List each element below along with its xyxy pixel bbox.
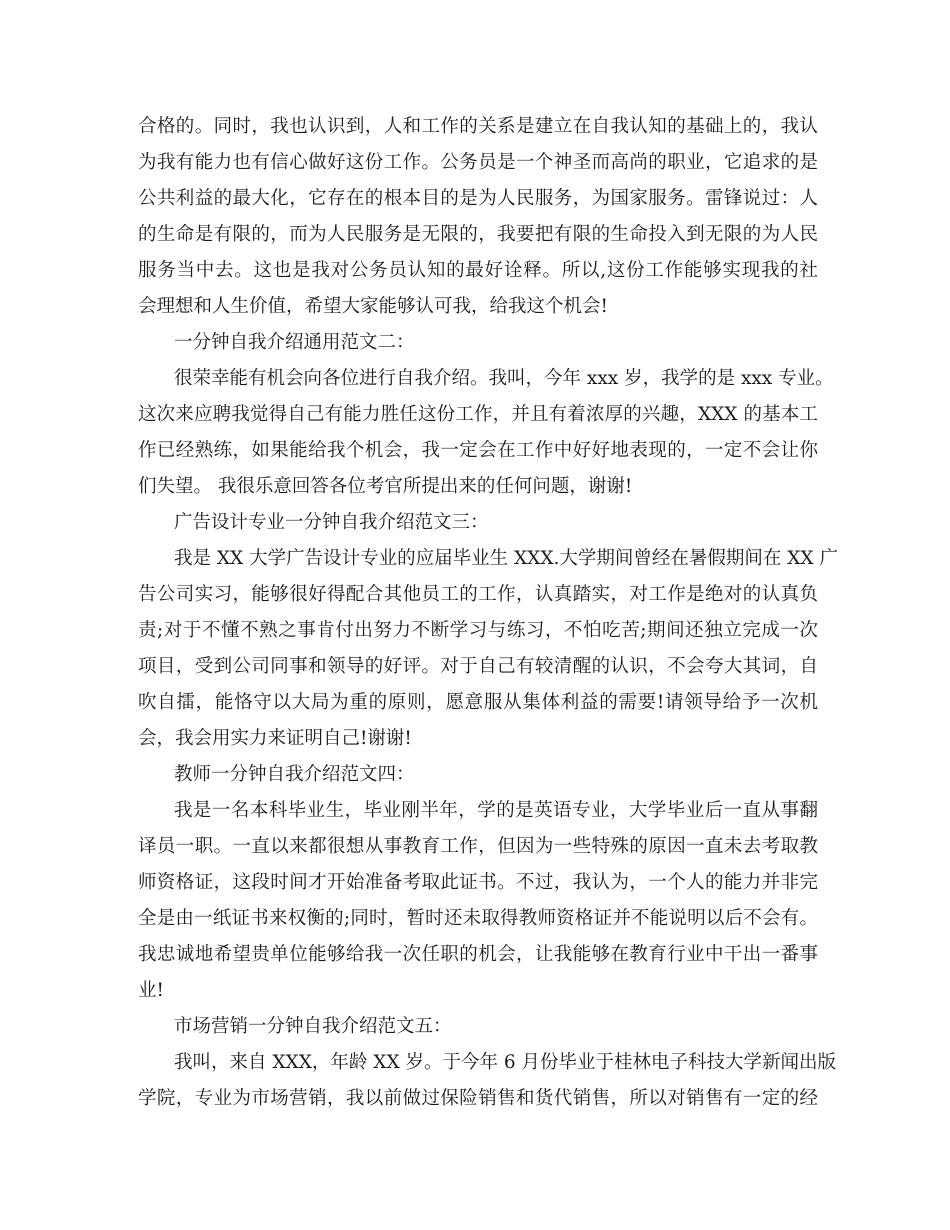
body-text-line: 责;对于不懂不熟之事肯付出努力不断学习与练习，不怕吃苦;期间还独立完成一次 bbox=[138, 620, 818, 641]
body-text-line: 服务当中去。这也是我对公务员认知的最好诠释。所以,这份工作能够实现我的社 bbox=[138, 260, 818, 281]
body-text-line: 业! bbox=[138, 980, 164, 1001]
body-text-line: 为我有能力也有信心做好这份工作。公务员是一个神圣而高尚的职业，它追求的是 bbox=[138, 152, 818, 173]
body-text-line: 会，我会用实力来证明自己!谢谢! bbox=[138, 728, 412, 749]
body-text-line: 项目，受到公司同事和领导的好评。对于自己有较清醒的认识，不会夸大其词，自 bbox=[138, 656, 818, 677]
body-text-line: 作已经熟练，如果能给我个机会，我一定会在工作中好好地表现的，一定不会让你 bbox=[138, 440, 818, 461]
body-text-line: 们失望。 我很乐意回答各位考官所提出来的任何问题，谢谢! bbox=[138, 476, 633, 497]
section-heading: 一分钟自我介绍通用范文二： bbox=[174, 332, 415, 353]
body-text-line: 这次来应聘我觉得自己有能力胜任这份工作，并且有着浓厚的兴趣，XXX 的基本工 bbox=[138, 404, 818, 425]
body-text-line: 会理想和人生价值，希望大家能够认可我，给我这个机会! bbox=[138, 296, 608, 317]
body-text-line: 我叫，来自 XXX，年龄 XX 岁。于今年 6 月份毕业于桂林电子科技大学新闻出版 bbox=[174, 1052, 837, 1073]
section-heading: 市场营销一分钟自我介绍范文五： bbox=[174, 1016, 452, 1037]
body-text-line: 我是一名本科毕业生，毕业刚半年，学的是英语专业，大学毕业后一直从事翻 bbox=[174, 800, 818, 821]
section-heading: 教师一分钟自我介绍范文四： bbox=[174, 764, 415, 785]
body-text-line: 告公司实习，能够很好得配合其他员工的工作，认真踏实，对工作是绝对的认真负 bbox=[138, 584, 818, 605]
body-text-line: 的生命是有限的，而为人民服务是无限的，我要把有限的生命投入到无限的为人民 bbox=[138, 224, 818, 245]
body-text-line: 我忠诚地希望贵单位能够给我一次任职的机会，让我能够在教育行业中干出一番事 bbox=[138, 944, 818, 965]
body-text-line: 很荣幸能有机会向各位进行自我介绍。我叫，今年 xxx 岁，我学的是 xxx 专业。 bbox=[174, 368, 834, 389]
body-text-line: 我是 XX 大学广告设计专业的应届毕业生 XXX.大学期间曾经在暑假期间在 XX 广 bbox=[174, 548, 838, 569]
section-heading: 广告设计专业一分钟自我介绍范文三： bbox=[174, 512, 489, 533]
body-text-line: 学院，专业为市场营销，我以前做过保险销售和货代销售，所以对销售有一定的经 bbox=[138, 1088, 818, 1109]
body-text-line: 译员一职。一直以来都很想从事教育工作，但因为一些特殊的原因一直未去考取教 bbox=[138, 836, 818, 857]
body-text-line: 吹自擂，能恪守以大局为重的原则，愿意服从集体利益的需要!请领导给予一次机 bbox=[138, 692, 818, 713]
body-text-line: 合格的。同时，我也认识到，人和工作的关系是建立在自我认知的基础上的，我认 bbox=[138, 116, 818, 137]
body-text-line: 公共利益的最大化，它存在的根本目的是为人民服务，为国家服务。雷锋说过：人 bbox=[138, 188, 818, 209]
body-text-line: 师资格证，这段时间才开始准备考取此证书。不过，我认为，一个人的能力并非完 bbox=[138, 872, 818, 893]
body-text-line: 全是由一纸证书来权衡的;同时，暂时还未取得教师资格证并不能说明以后不会有。 bbox=[138, 908, 818, 929]
